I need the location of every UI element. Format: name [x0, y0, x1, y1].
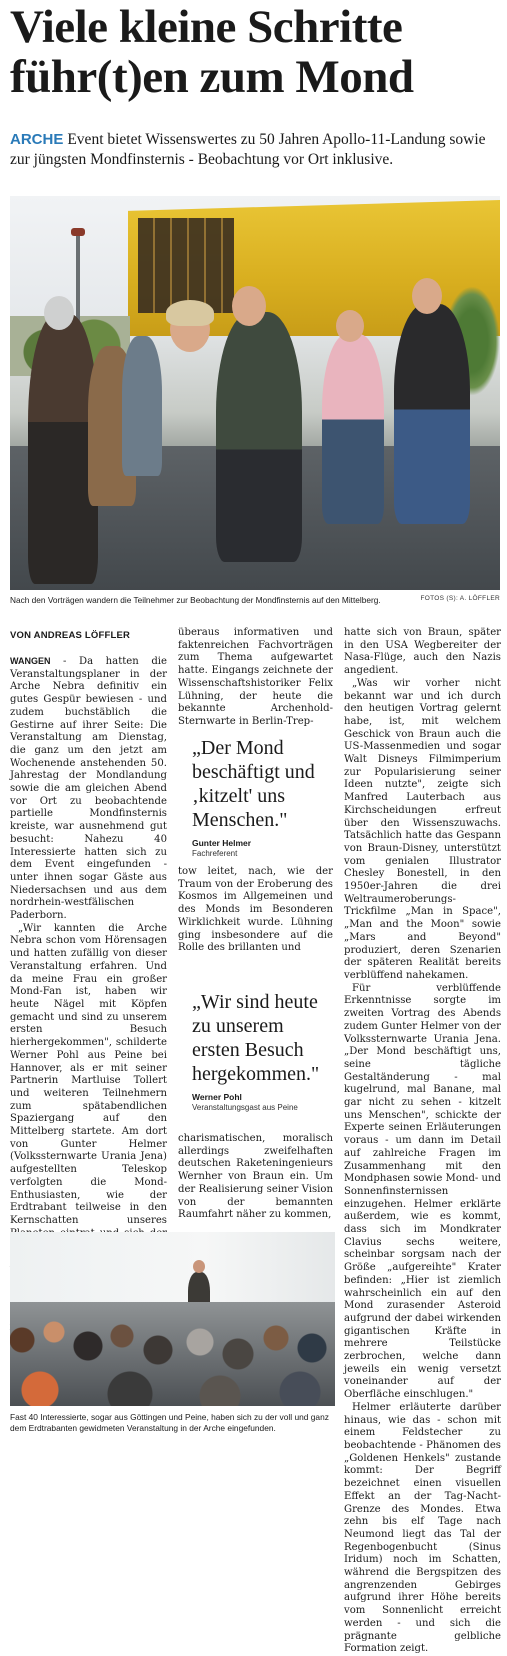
pull-quote-author: Gunter Helmer [192, 838, 252, 848]
pull-quote-role: Veranstaltungsgast aus Peine [192, 1103, 298, 1112]
photo-caption-text: Nach den Vorträgen wandern die Teilnehmer zur Beobachtung der Mondfinsternis auf den Mittelberg. [10, 595, 381, 605]
paragraph: Für verblüffende Erkenntnisse sorgte im zweiten Vortrag des Abends zudem Gunter Helmer von der Volkssternwarte Urania Jena. „Der Mond beschäftigt uns, seine tägliche Gestaltänderung - mal kugelrund, mal Banane, mal gar nicht zu sehen - kitzelt uns Menschen", schickte der Experte seinen Erläuterungen voraus - um dann im Detail auf zahlreiche Fragen im Zusammenhang mit den Mondphasen sowie Mond- und Sonnenfinsternissen einzugehen. Helmer erklärte außerdem, wie es kommt, dass sich im Mondkrater Clavius sechs weitere, scheinbar sorgsam nach der Größe „aufgereihte" Krater befinden: „Hier ist ziemlich wahrscheinlich ein auf den Mond zurasender Asteroid aufgrund der dabei wirkenden gigantischen Kräfte in mehrere Teilstücke zerbrochen, welche dann jeweils ein wenig versetzt voneinander auf der Oberfläche einschlugen." [344, 982, 501, 1401]
dateline: WANGEN [10, 656, 51, 666]
kicker: ARCHE [10, 131, 64, 148]
person-head [232, 286, 266, 326]
lecture-audience-photo [10, 1232, 335, 1406]
man-with-backpack [216, 312, 302, 562]
paragraph: „Wir kannten die Arche Nebra schon vom Hörensagen und hatten zufällig von dieser Veranstaltung erfahren. Und da meine Frau ein großer Mond-Fan ist, haben wir heute Nägel mit Köpfen gemacht und sind zu unserem ersten Besuch hierhergekommen", schilderte Werner Pohl aus Peine bei Hannover, als er mit seiner Partnerin Martluise Tollert und weiteren Teilnehmern zum spätabendlichen Spaziergang auf den Mittelberg startete. Am dort von Gunter Helmer (Volkssternwarte Urania Jena) aufgestellten Teleskop verfolgten die Mond-Enthusiasten, wie der Erdtrabant teilweise in den Kernschatten unseres [10, 922, 167, 1226]
person-hair [166, 300, 214, 326]
article-column-2-top [178, 627, 333, 729]
building-window [138, 218, 234, 313]
photo-caption-2: Fast 40 Interessierte, sogar aus Göttingen und Peine, haben sich zu der voll und ganz dem Erdtrabanten gewidmeten Veranstaltung in der Arche eingefunden. [10, 1412, 329, 1433]
pull-quote-helmer [192, 736, 332, 858]
headline [10, 2, 500, 102]
person-head [336, 310, 364, 342]
pull-quote-pohl [192, 990, 332, 1112]
paragraph: überaus informativen und faktenreichen Fachvorträgen zum Thema aufgewartet hatte. Eingangs zeichnete der Wissenschaftshistoriker Felix Lühning, der heute die bekannte Archenhold-Sternwarte in Berlin-Trep- [178, 627, 333, 727]
photo-credit: FOTOS (S): A. LÖFFLER [420, 595, 500, 602]
headline-line-1: Viele kleine Schritte [10, 1, 403, 53]
subheadline [10, 130, 502, 170]
person-head [44, 296, 74, 330]
paragraph: charismatischen, moralisch allerdings zweifelhaften deutschen Raketeningenieurs Wernher von Braun ein. Um der Realisierung seiner Vision von der bemannten Raumfahrt näher zu kommen, [178, 1133, 333, 1221]
paragraph: tow leitet, nach, wie der Traum von der Eroberung des Kosmos im Allgemeinen und des Monds im Besonderen Wirklichkeit wurde. Lühning ging insbesondere auf die Rolle des brillanten und [178, 866, 333, 954]
audience [10, 1302, 335, 1406]
article-column-3 [344, 627, 501, 1656]
byline: VON ANDREAS LÖFFLER [10, 630, 131, 641]
paragraph: „Was wir vorher nicht bekannt war und ich durch den heutigen Vortrag gelernt habe, ist, mit welchem Geschick von Braun auch die US-Massenmedien und sogar Walt Disneys Filmimperium zur Popularisierung seiner Ideen nutzte", zeigte sich Manfred Lauterbach aus Kirchscheidungen erfreut über den Wissenszuwachs. Tatsächlich hatte das Gespann von Braun-Disney, unterstützt vom genialen Illustrator Chesley Bonestell, in den 1950er-Jahren die drei Weltraumeroberungs-Trickfilme „Man in Space", „Man and the Moon" sowie „Mars and Beyond" produziert, deren Szenarien der späteren Realität bereits verblüffend nahekamen. [344, 677, 501, 981]
article-column-2-bottom [178, 1133, 333, 1222]
hiking-group-photo [10, 196, 500, 590]
headline-line-2: führ(t)en zum Mond [10, 51, 414, 103]
pull-quote-text: „Der Mond beschäftigt und ‚kitzelt' uns Menschen." [192, 737, 315, 831]
paragraph: hatte sich von Braun, später in den USA Wegbereiter der Nasa-Flüge, auch den Nazis angedient. [344, 627, 501, 677]
paragraph: WANGEN - Da hatten die Veranstaltungsplaner in der Arche Nebra definitiv ein gutes Gespür bewiesen - und zudem buchstäblich die Gestirne auf ihrer Seite: Die Veranstaltung am Dienstag, die ganz um den jetzt am Wochenende anstehenden 50. Jahrestag der Mondlandung sowie die am gleichen Abend vor Ort zu beobachtende partielle Mondfinsternis kreiste, war ausnehmend gut besucht: Nahezu 40 Interessierte hatten sich zu dem Event eingefunden - unter ihnen sogar Gäste aus Niedersachsen und aus dem nordrhein-westfälischen Paderborn. [10, 656, 167, 922]
pull-quote-text: „Wir sind heute zu unserem ersten Besuch hergekommen." [192, 991, 320, 1085]
pull-quote-author: Werner Pohl [192, 1092, 242, 1102]
paragraph: Helmer erläuterte darüber hinaus, wie das - schon mit einem Feldstecher zu beobachtende - Phänomen des „Goldenen Henkels" zustande kommt: Der Begriff bezeichnet einen visuellen Effekt an der Tag-Nacht-Grenze des Mondes. Etwa zehn bis elf Tage nach Neumond liegt das Tal der Regenbogenbucht (Sinus Iridum) noch im Schatten, während die Bergspitzen des angrenzenden Gebirges aufgrund ihrer Höhe bereits vom Sonnenlicht erreicht werden - und sich die prägnante gelbliche Formation zeigt. [344, 1401, 501, 1655]
person-head [412, 278, 442, 314]
woman-pink-jacket [322, 334, 384, 524]
pull-quote-role: Fachreferent [192, 849, 238, 858]
subheadline-text: Event bietet Wissenswertes zu 50 Jahren Apollo-11-Landung sowie zur jüngsten Mondfinsternis - Beobachtung vor Ort inklusive. [10, 131, 486, 168]
man-dark-shirt [394, 304, 470, 524]
article-column-2-middle [178, 866, 333, 955]
photo-caption [10, 595, 500, 605]
